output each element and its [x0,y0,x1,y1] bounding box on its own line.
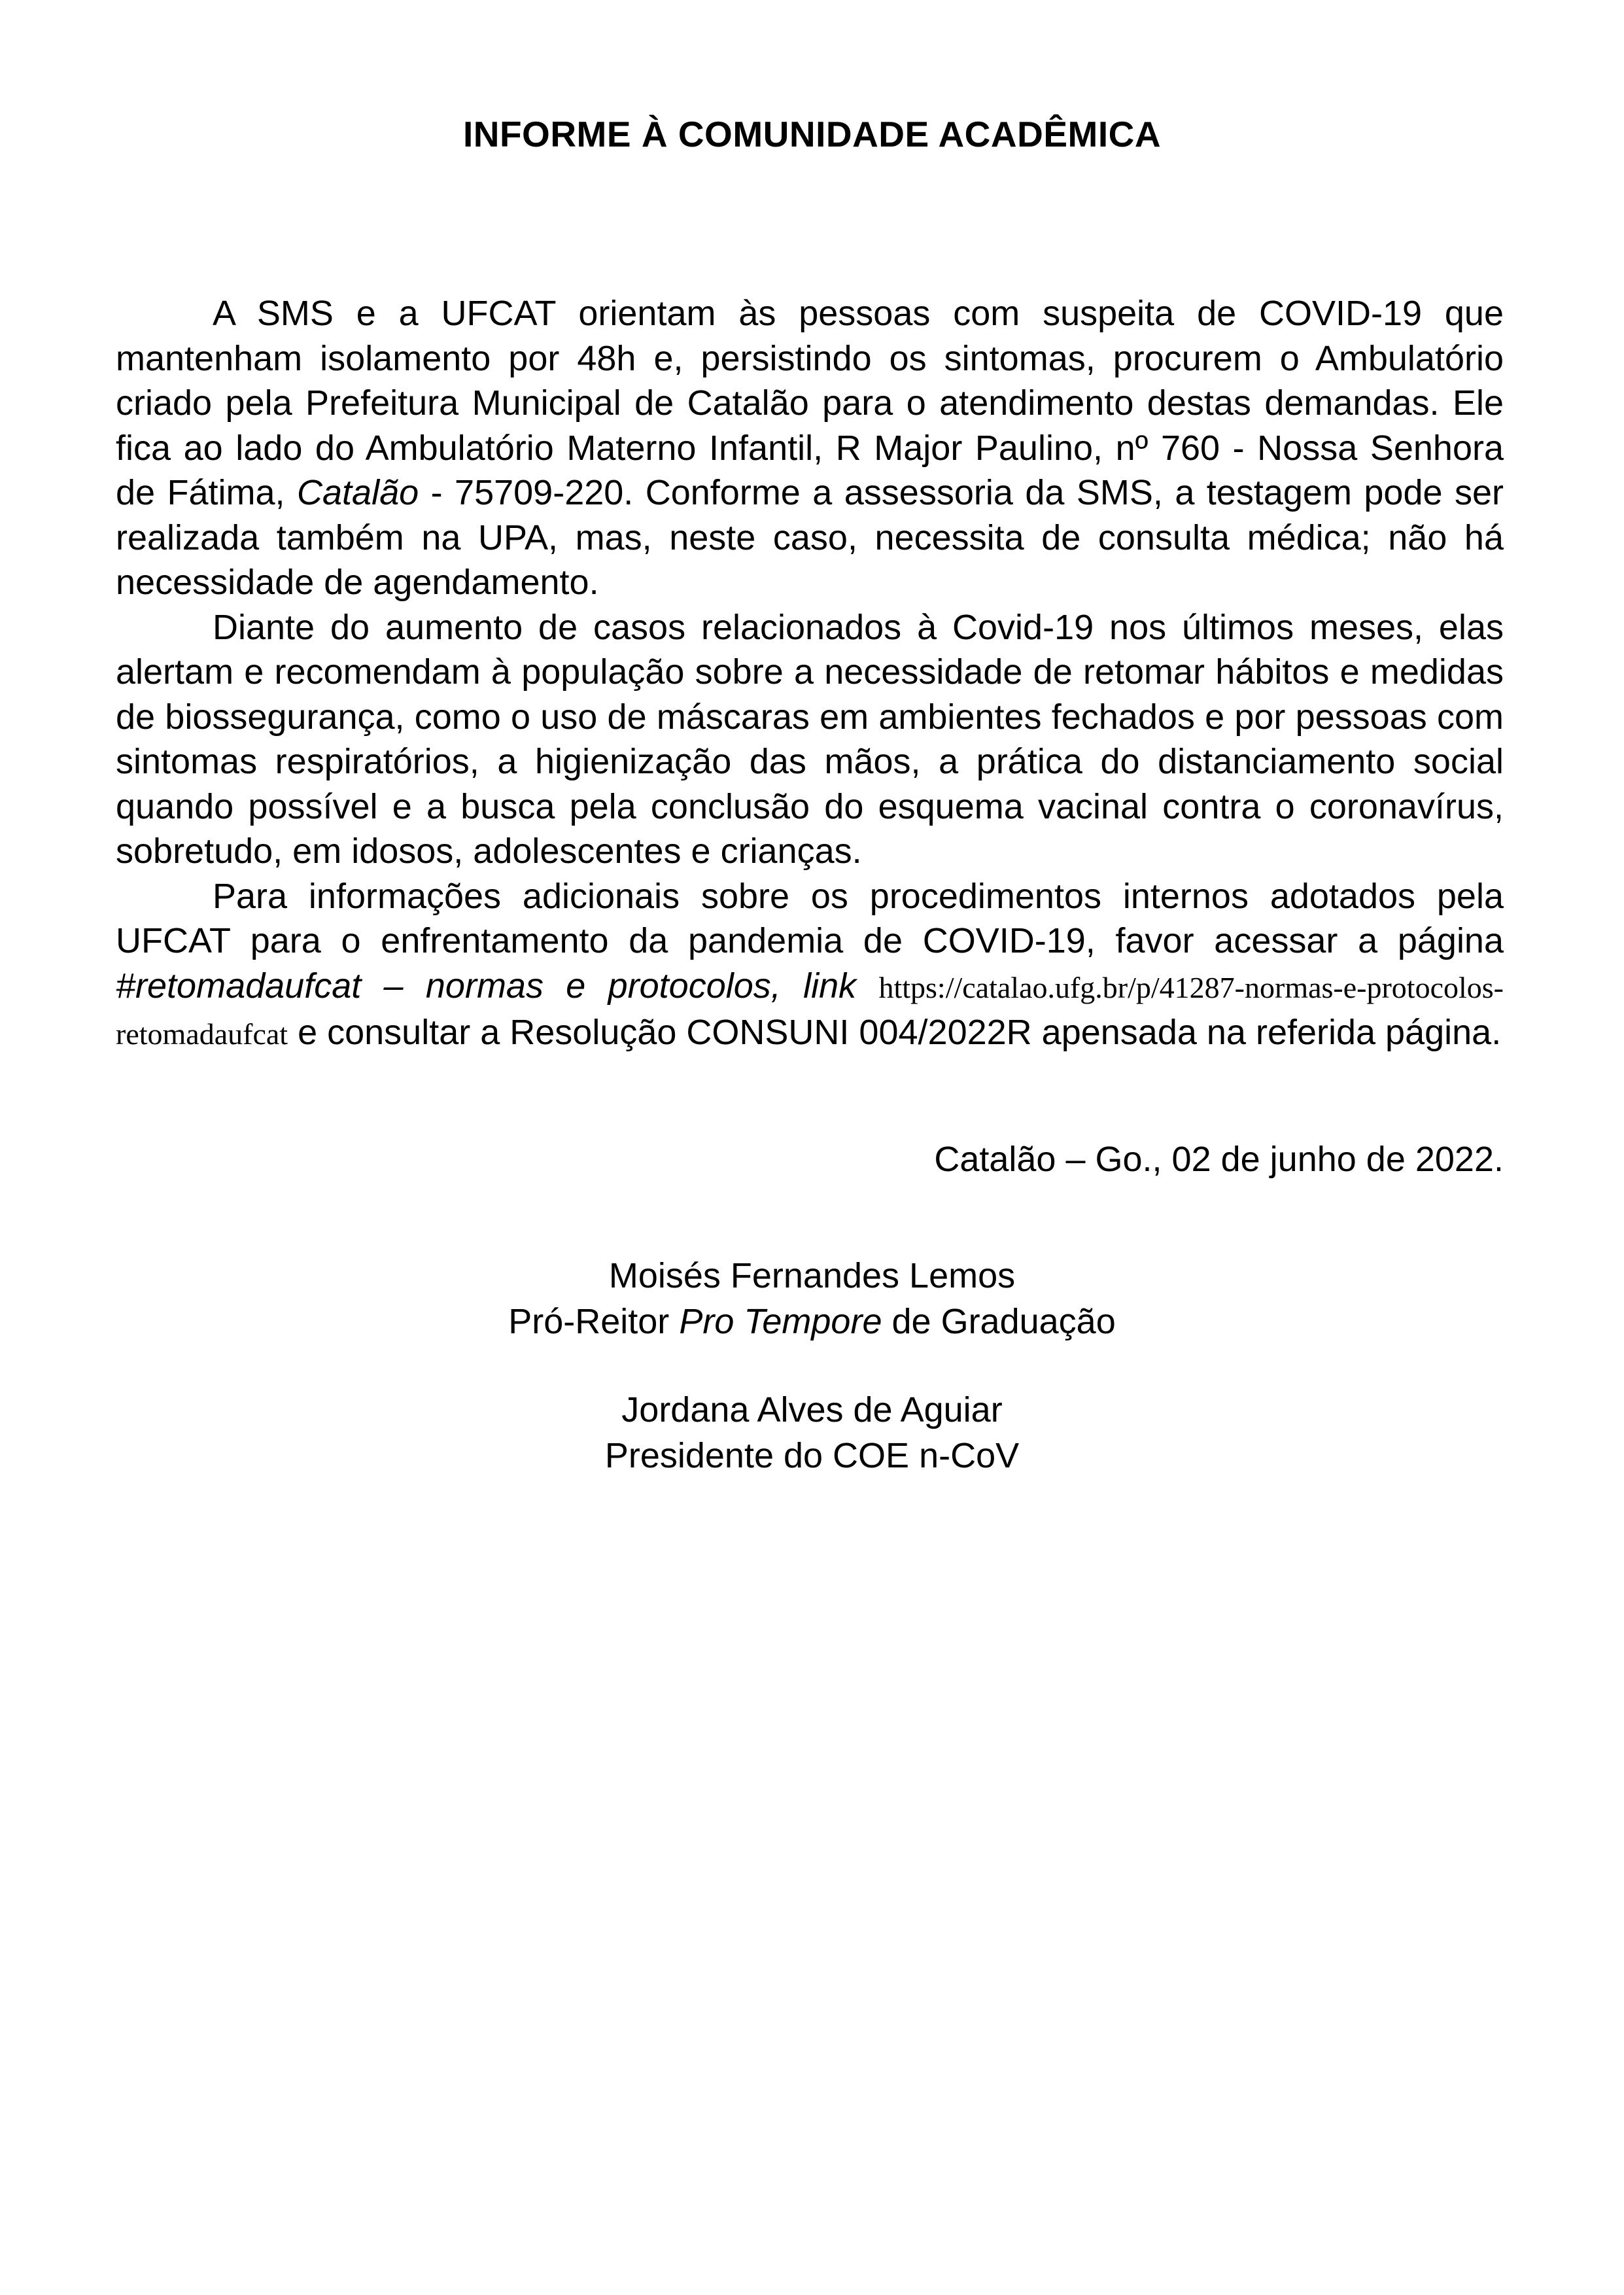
role-prefix: Pró-Reitor [508,1302,670,1341]
signatory-role-1 [0,1299,1624,1344]
date-line: Catalão – Go., 02 de junho de 2022. [934,1140,1504,1179]
signatory-role-2: Presidente do COE n-CoV [604,1436,1020,1475]
paragraph-1-text: A SMS e a UFCAT orientam às pessoas com suspeita de COVID-19 que mantenham isolamento por 48h e, persistindo os sintomas, procurem o Ambulatório criado pela Prefeitura Municipal de Catalão para o atendimento destas demandas. Ele fica ao lado do Ambulatório Materno Infantil, R Major Paulino, nº 760 - Nossa Senhora de Fátima, [116,294,1504,512]
paragraph-1-italic: Catalão [297,473,419,512]
document-title: INFORME À COMUNIDADE ACADÊMICA [462,114,1162,154]
paragraph-3-start: Para informações adicionais sobre os procedimentos internos adotados pela UFCAT para o enfrentamento da pandemia de COVID-19, favor acessar a página [116,876,1504,960]
role-suffix: de Graduação [891,1302,1116,1341]
signatory-name-2: Jordana Alves de Aguiar [621,1390,1003,1429]
signature-block-2 [0,1387,1624,1479]
paragraph-3-end: e consultar a Resolução CONSUNI 004/2022R apensada na referida página. [298,1013,1502,1052]
paragraph-1 [116,291,1504,605]
role-italic: Pro Tempore [679,1302,882,1341]
paragraph-1-end: - 75709-220. Conforme a assessoria da SMS, a testagem pode ser realizada também na UPA, mas, neste caso, necessita de consulta médica; não há necessidade de agendamento. [116,473,1504,602]
protocols-link[interactable]: https://catalao.ufg.br/p/41287-normas-e-protocolos-retomadaufcat [116,970,1504,1051]
paragraph-3-italic: #retomadaufcat – normas e protocolos, link [116,966,857,1006]
signature-block-1 [0,1253,1624,1344]
paragraph-3 [116,874,1504,1057]
signatory-name-1: Moisés Fernandes Lemos [608,1256,1016,1295]
document-body [116,291,1504,1057]
paragraph-2: Diante do aumento de casos relacionados à Covid-19 nos últimos meses, elas alertam e recomendam à população sobre a necessidade de retomar hábitos e medidas de biossegurança, como o uso de máscaras em ambientes fechados e por pessoas com sintomas respiratórios, a higienização das mãos, a prática do distanciamento social quando possível e a busca pela conclusão do esquema vacinal contra o coronavírus, sobretudo, em idosos, adolescentes e crianças. [116,607,1504,871]
